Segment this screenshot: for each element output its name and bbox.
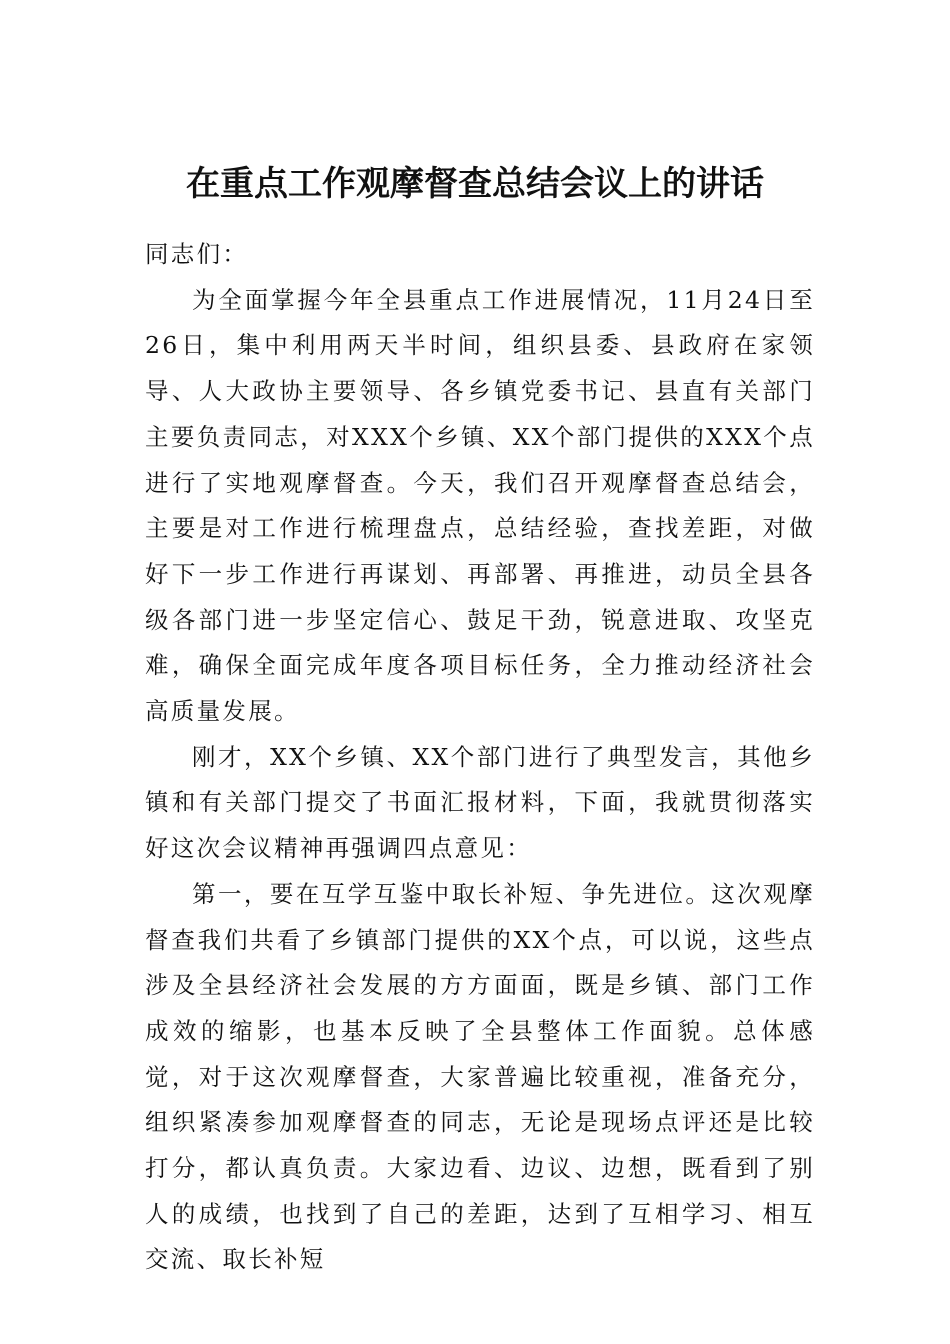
paragraph-point-one: 第一，要在互学互鉴中取长补短、争先进位。这次观摩督查我们共看了乡镇部门提供的XX个点，可以说，这些点涉及全县经济社会发展的方方面面，既是乡镇、部门工作成效的缩影，也基本反映了全县整体工作面貌。总体感觉，对于这次观摩督查，大家普遍比较重视，准备充分，组织紧凑参加观摩督查的同志，无论是现场点评还是比较打分，都认真负责。大家边看、边议、边想，既看到了别人的成绩，也找到了自己的差距，达到了互相学习、相互交流、取长补短 (145, 879, 815, 1274)
document-body (145, 232, 815, 1283)
salutation: 同志们： (145, 240, 249, 268)
paragraph-transition: 刚才，XX个乡镇、XX个部门进行了典型发言，其他乡镇和有关部门提交了书面汇报材料，下面，我就贯彻落实好这次会议精神再强调四点意见： (145, 742, 815, 863)
document-title: 在重点工作观摩督查总结会议上的讲话 (186, 164, 764, 204)
paragraph-intro: 为全面掌握今年全县重点工作进展情况，11月24日至26日，集中利用两天半时间，组织县委、县政府在家领导、人大政协主要领导、各乡镇党委书记、县直有关部门主要负责同志，对XXX个乡镇、XX个部门提供的XXX个点进行了实地观摩督查。今天，我们召开观摩督查总结会，主要是对工作进行梳理盘点，总结经验，查找差距，对做好下一步工作进行再谋划、再部署、再推进，动员全县各级各部门进一步坚定信心、鼓足干劲，锐意进取、攻坚克难，确保全面完成年度各项目标任务，全力推动经济社会高质量发展。 (145, 285, 815, 726)
